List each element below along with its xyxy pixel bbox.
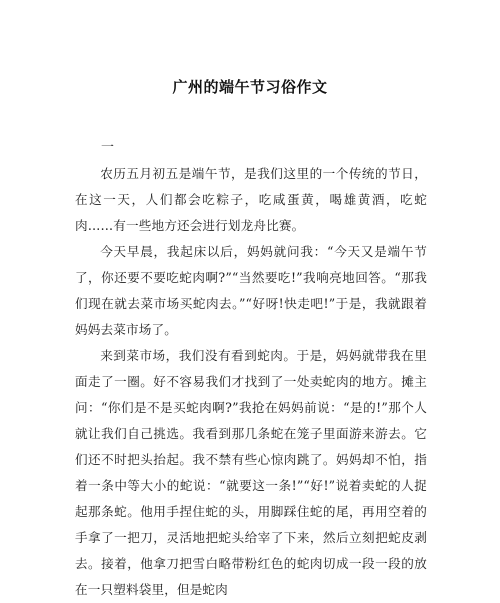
document-title: 广州的端午节习俗作文 bbox=[172, 78, 328, 96]
section-marker: 一 bbox=[101, 140, 115, 155]
document-body bbox=[75, 161, 427, 603]
paragraph: 来到菜市场，我们没有看到蛇肉。于是，妈妈就带我在里面走了一圈。好不容易我们才找到了一处卖蛇肉的地方。摊主问：“你们是不是买蛇肉啊?”我抢在妈妈前说：“是的!”那个人就让我们自己挑选。我看到那几条蛇在笼子里面游来游去。它们还不时把头抬起。我不禁有些心惊肉跳了。妈妈却不怕，指着一条中等大小的蛇说：“就要这一条!”“好!”说着卖蛇的人捉起那条蛇。他用手捏住蛇的头，用脚踩住蛇的尾，再用空着的手拿了一把刀，灵活地把蛇头给宰了下来，然后立刻把蛇皮剥去。接着，他拿刀把雪白略带粉红色的蛇肉切成一段一段的放在一只塑料袋里，但是蛇肉 bbox=[75, 348, 427, 597]
paragraph: 农历五月初五是端午节，是我们这里的一个传统的节日，在这一天，人们都会吃粽子，吃咸蛋黄，喝雄黄酒，吃蛇肉……有一些地方还会进行划龙舟比赛。 bbox=[75, 166, 427, 233]
paragraph: 今天早晨，我起床以后，妈妈就问我：“今天又是端午节了，你还要不要吃蛇肉啊?”“当然要吃!”我响亮地回答。“那我们现在就去菜市场买蛇肉去。”“好呀!快走吧!”于是，我就跟着妈妈去菜市场了。 bbox=[75, 244, 427, 337]
